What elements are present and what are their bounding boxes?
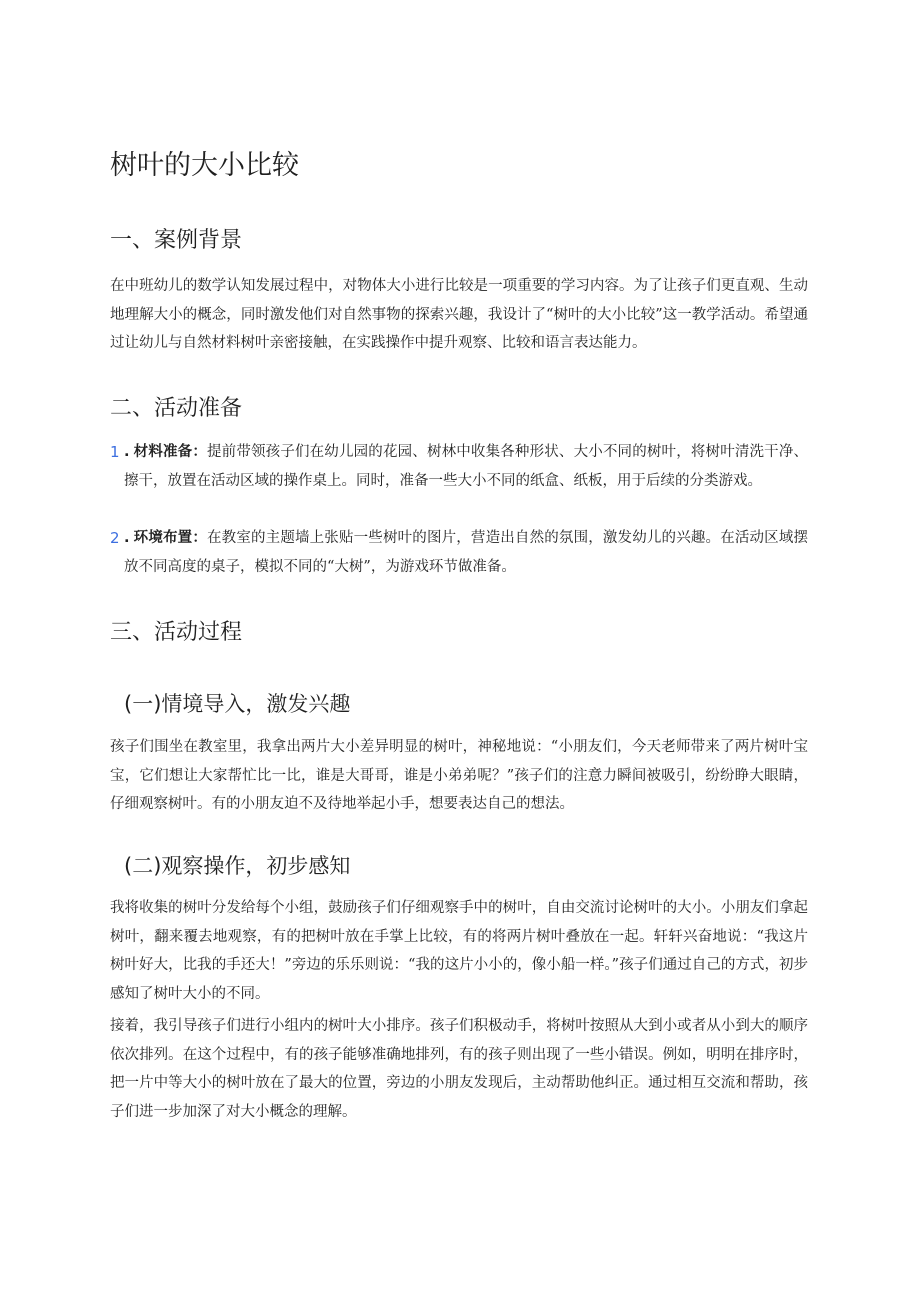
section-heading-background: 一、案例背景: [110, 228, 243, 253]
document-title: 树叶的大小比较: [110, 150, 299, 181]
observe-paragraph-2: 接着，我引导孩子们进行小组内的树叶大小排序。孩子们积极动手，将树叶按照从大到小或者从小到大的顺序依次排列。在这个过程中，有的孩子能够准确地排列，有的孩子则出现了一些小错误。例如，明明在排序时，把一片中等大小的树叶放在了最大的位置，旁边的小朋友发现后，主动帮助他纠正。通过相互交流和帮助，孩子们进一步加深了对大小概念的理解。: [110, 1018, 808, 1120]
list-item: [110, 524, 808, 581]
background-paragraph: 在中班幼儿的数学认知发展过程中，对物体大小进行比较是一项重要的学习内容。为了让孩子们更直观、生动地理解大小的概念，同时激发他们对自然事物的探索兴趣，我设计了“树叶的大小比较”这一教学活动。希望通过让幼儿与自然材料树叶亲密接触，在实践操作中提升观察、比较和语言表达能力。: [110, 278, 808, 351]
list-dot: .: [124, 530, 130, 546]
list-item-body: [124, 524, 808, 581]
list-item: [110, 438, 808, 495]
observe-paragraph-1: 我将收集的树叶分发给每个小组，鼓励孩子们仔细观察手中的树叶，自由交流讨论树叶的大小。小朋友们拿起树叶，翻来覆去地观察，有的把树叶放在手掌上比较，有的将两片树叶叠放在一起。轩轩兴奋地说：“我这片树叶好大，比我的手还大！”旁边的乐乐则说：“我的这片小小的，像小船一样。”孩子们通过自己的方式，初步感知了树叶大小的不同。: [110, 900, 808, 1002]
list-number: 2: [110, 529, 120, 547]
section-heading-preparation: 二、活动准备: [110, 396, 243, 421]
list-item-text: 在教室的主题墙上张贴一些树叶的图片，营造出自然的氛围，激发幼儿的兴趣。在活动区域摆放不同高度的桌子，模拟不同的“大树”，为游戏环节做准备。: [124, 530, 809, 575]
subsection-heading-observe: (二)观察操作，初步感知: [124, 854, 351, 878]
list-item-label: 材料准备：: [133, 444, 207, 460]
subsection-heading-intro: (一)情境导入，激发兴趣: [124, 692, 351, 716]
intro-paragraph: 孩子们围坐在教室里，我拿出两片大小差异明显的树叶，神秘地说：“小朋友们，今天老师带来了两片树叶宝宝，它们想让大家帮忙比一比，谁是大哥哥，谁是小弟弟呢？”孩子们的注意力瞬间被吸引，纷纷睁大眼睛，仔细观察树叶。有的小朋友迫不及待地举起小手，想要表达自己的想法。: [110, 739, 808, 812]
list-item-label: 环境布置：: [133, 530, 207, 546]
list-number: 1: [110, 443, 120, 461]
list-item-text: 提前带领孩子们在幼儿园的花园、树林中收集各种形状、大小不同的树叶，将树叶清洗干净、擦干，放置在活动区域的操作桌上。同时，准备一些大小不同的纸盒、纸板，用于后续的分类游戏。: [124, 444, 809, 489]
section-heading-process: 三、活动过程: [110, 620, 243, 645]
list-dot: .: [124, 444, 130, 460]
list-item-body: [124, 438, 808, 495]
